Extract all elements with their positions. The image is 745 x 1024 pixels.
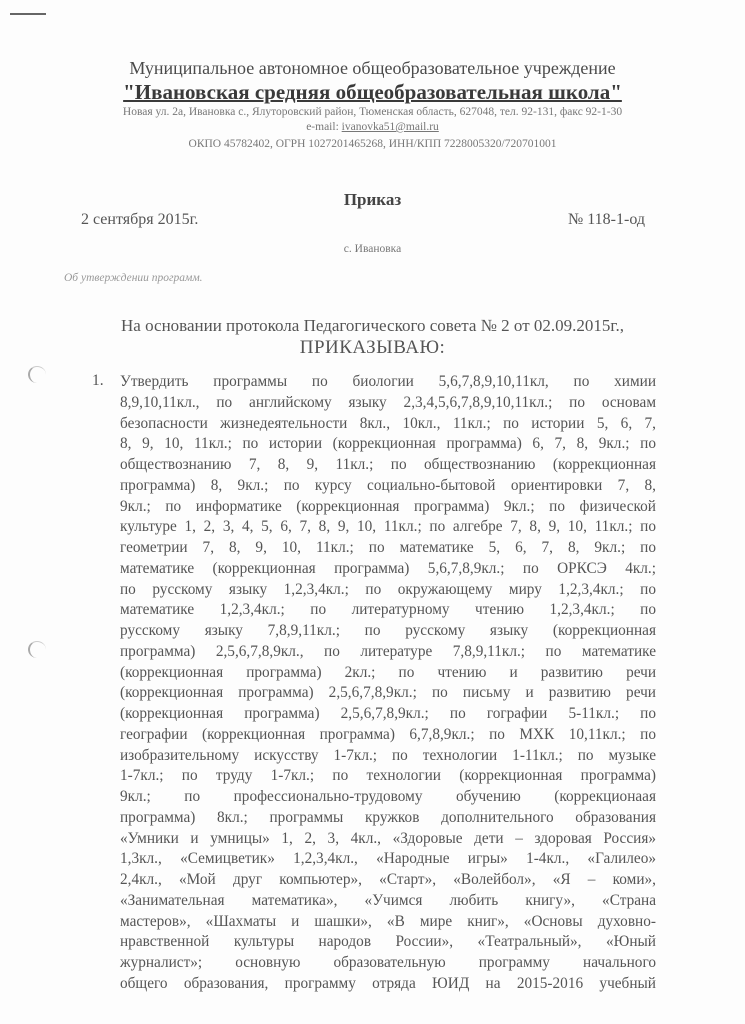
order-date: 2 сентября 2015г.	[81, 211, 199, 228]
text-line: русскому языку 7,8,9,11кл.; по русскому языку (коррекционная	[120, 622, 656, 639]
text-line: по русскому языку 1,2,3,4кл.; по окружающему миру 1,2,3,4кл.; по	[120, 580, 656, 598]
org-address: Новая ул. 2а, Ивановка с., Ялуторовский район, Тюменская область, 627048, тел. 92-131, факс 92-1-30	[122, 106, 623, 118]
text-line: общего образования, программу отряда ЮИД на 2015-2016 учебный	[120, 974, 656, 992]
text-line: обществознанию 7, 8, 9, 11кл.; по обществознанию (коррекционная	[120, 456, 656, 473]
order-basis: На основании протокола Педагогического совета № 2 от 02.09.2015г.,	[121, 316, 624, 335]
text-line: 9кл.; по профессионально-трудовому обучению (коррекционаая	[120, 788, 656, 805]
document-title: Приказ	[343, 190, 402, 209]
org-type: Муниципальное автономное общеобразовательное учреждение	[129, 58, 616, 78]
text-line: (коррекционная программа) 2,5,6,7,8,9кл.; по гографии 5-11кл.; по	[120, 705, 656, 722]
text-line: 8,9,10,11кл., по английскому языку 2,3,4,5,6,7,8,9,10,11кл.; по основам	[120, 393, 656, 411]
email-label: e-mail:	[306, 121, 342, 133]
text-line: 1,3кл., «Семицветик» 1,2,3,4кл., «Народные игры» 1-4кл., «Галилео»	[120, 850, 656, 868]
org-name	[0, 80, 745, 105]
text-line: географии (коррекционная программа) 6,7,8,9кл.; по МХК 10,11кл.; по	[120, 725, 656, 743]
text-line: мастеров», «Шахматы и шашки», «В мире книг», «Основы духовно-	[120, 912, 656, 930]
scan-mark	[10, 13, 46, 15]
org-email	[0, 121, 745, 133]
text-line: «Умники и умницы» 1, 2, 3, 4кл., «Здоровые дети – здоровая Россия»	[120, 829, 656, 847]
text-line: (коррекционная программа) 2,5,6,7,8,9кл.; по письму и развитию речи	[120, 684, 656, 702]
text-line: безопасности жизнедеятельности 8кл., 10кл., 11кл.; по истории 5, 6, 7,	[120, 414, 656, 432]
text-line: журналист»; основную образовательную программу начального	[120, 954, 656, 971]
email-link[interactable]: ivanovka51@mail.ru	[341, 121, 439, 133]
text-line: 1-7кл.; по труду 1-7кл.; по технологии (коррекционная программа)	[120, 767, 656, 785]
text-line: (коррекционная программа) 2кл.; по чтению и развитию речи	[120, 663, 656, 681]
order-number: № 118-1-од	[568, 211, 646, 228]
text-line: математике 1,2,3,4кл.; по литературному чтению 1,2,3,4кл.; по	[120, 601, 656, 619]
item-text	[120, 372, 656, 995]
text-line: культуре 1, 2, 3, 4, 5, 6, 7, 8, 9, 10, 11кл.; по алгебре 7, 8, 9, 10, 11кл.; по	[120, 518, 656, 536]
item-number: 1.	[92, 372, 104, 389]
hole-punch-mark	[28, 366, 46, 383]
order-place: с. Ивановка	[343, 243, 402, 255]
text-line: программа) 8, 9кл.; по курсу социально-бытовой ориентировки 7, 8,	[120, 476, 656, 494]
hole-punch-mark	[28, 641, 46, 658]
text-line: Утвердить программы по биологии 5,6,7,8,9,10,11кл, по химии	[120, 373, 656, 390]
org-name-text: "Ивановская средняя общеобразовательная школа"	[123, 80, 622, 104]
text-line: изобразительному искусству 1-7кл.; по технологии 1-11кл.; по музыке	[120, 746, 656, 764]
text-line: 9кл.; по информатике (коррекционная программа) 9кл.; по физической	[120, 497, 656, 515]
order-subject: Об утверждении программ.	[64, 272, 203, 284]
text-line: программа) 2,5,6,7,8,9кл., по литературе 7,8,9,11кл.; по математике	[120, 642, 656, 660]
text-line: математике (коррекционная программа) 5,6,7,8,9кл.; по ОРКСЭ 4кл.;	[120, 559, 656, 577]
text-line: 8, 9, 10, 11кл.; по истории (коррекционная программа) 6, 7, 8, 9кл.; по	[120, 435, 656, 453]
text-line: «Занимательная математика», «Учимся любить книгу», «Страна	[120, 891, 656, 909]
text-line: геометрии 7, 8, 9, 10, 11кл.; по математике 5, 6, 7, 8, 9кл.; по	[120, 539, 656, 556]
order-command: ПРИКАЗЫВАЮ:	[299, 337, 446, 358]
text-line: 2,4кл., «Мой друг компьютер», «Старт», «Волейбол», «Я – коми»,	[120, 871, 656, 888]
org-codes: ОКПО 45782402, ОГРН 1027201465268, ИНН/КПП 7228005320/720701001	[188, 138, 557, 150]
text-line: нравственной культуры народов России», «Театральный», «Юный	[120, 933, 656, 951]
text-line: программа) 8кл.; программы кружков дополнительного образования	[120, 808, 656, 826]
